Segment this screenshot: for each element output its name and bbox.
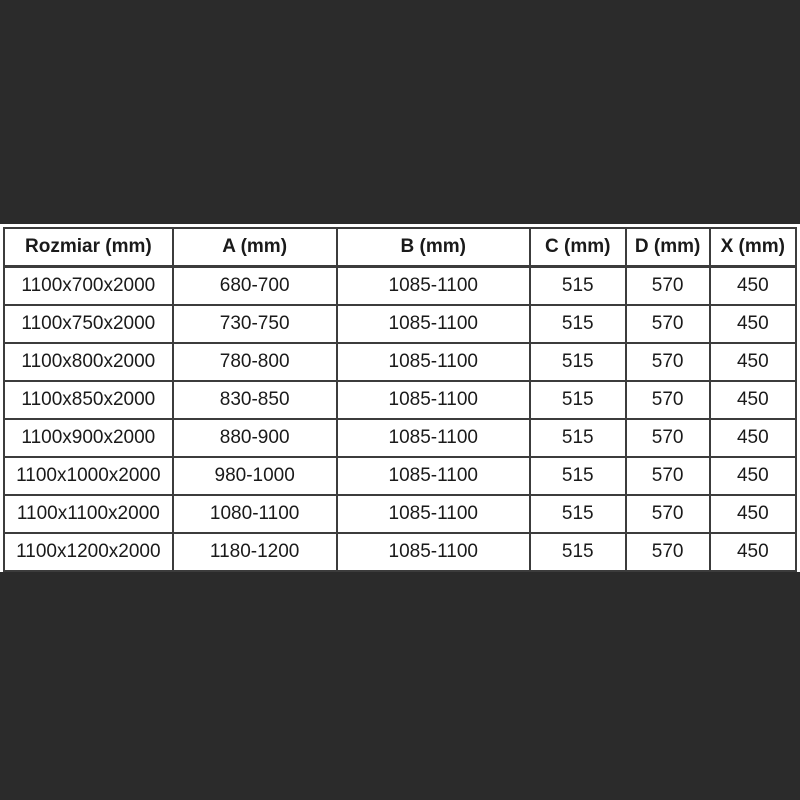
table-cell: 1085-1100 xyxy=(337,495,530,533)
table-cell: 515 xyxy=(530,343,626,381)
table-cell: 570 xyxy=(626,495,710,533)
header-row xyxy=(4,228,796,267)
table-cell: 450 xyxy=(710,457,796,495)
table-cell: 1085-1100 xyxy=(337,419,530,457)
column-header: Rozmiar (mm) xyxy=(4,228,173,267)
table-cell: 1085-1100 xyxy=(337,533,530,571)
table-row xyxy=(4,267,796,306)
table-cell: 1100x750x2000 xyxy=(4,305,173,343)
table-cell: 570 xyxy=(626,267,710,306)
table-cell: 450 xyxy=(710,267,796,306)
table-cell: 515 xyxy=(530,305,626,343)
column-header: B (mm) xyxy=(337,228,530,267)
table-row xyxy=(4,381,796,419)
table-cell: 1100x900x2000 xyxy=(4,419,173,457)
table-cell: 570 xyxy=(626,381,710,419)
table-cell: 1085-1100 xyxy=(337,343,530,381)
table-cell: 1085-1100 xyxy=(337,267,530,306)
table-cell: 780-800 xyxy=(173,343,337,381)
table-cell: 515 xyxy=(530,495,626,533)
column-header: A (mm) xyxy=(173,228,337,267)
table-row xyxy=(4,533,796,571)
table-row xyxy=(4,343,796,381)
table-cell: 1085-1100 xyxy=(337,305,530,343)
table-cell: 830-850 xyxy=(173,381,337,419)
table-cell: 1080-1100 xyxy=(173,495,337,533)
table-cell: 1100x1100x2000 xyxy=(4,495,173,533)
column-header: C (mm) xyxy=(530,228,626,267)
table-cell: 1100x1200x2000 xyxy=(4,533,173,571)
table-cell: 1180-1200 xyxy=(173,533,337,571)
table-cell: 730-750 xyxy=(173,305,337,343)
table-cell: 515 xyxy=(530,381,626,419)
table-body xyxy=(4,267,796,572)
table-cell: 680-700 xyxy=(173,267,337,306)
table-cell: 515 xyxy=(530,267,626,306)
table-cell: 570 xyxy=(626,419,710,457)
table-cell: 570 xyxy=(626,305,710,343)
column-header: D (mm) xyxy=(626,228,710,267)
table-cell: 880-900 xyxy=(173,419,337,457)
table-cell: 450 xyxy=(710,533,796,571)
table-cell: 980-1000 xyxy=(173,457,337,495)
size-spec-table xyxy=(3,227,797,572)
table-cell: 515 xyxy=(530,533,626,571)
table-row xyxy=(4,495,796,533)
table-cell: 1100x1000x2000 xyxy=(4,457,173,495)
table-cell: 450 xyxy=(710,305,796,343)
table-cell: 1100x700x2000 xyxy=(4,267,173,306)
table-cell: 450 xyxy=(710,381,796,419)
table-cell: 570 xyxy=(626,533,710,571)
table-cell: 1100x850x2000 xyxy=(4,381,173,419)
table-cell: 515 xyxy=(530,419,626,457)
table-cell: 1085-1100 xyxy=(337,381,530,419)
table-cell: 515 xyxy=(530,457,626,495)
table-cell: 1100x800x2000 xyxy=(4,343,173,381)
column-header: X (mm) xyxy=(710,228,796,267)
table-cell: 1085-1100 xyxy=(337,457,530,495)
table-panel xyxy=(0,224,800,572)
table-cell: 450 xyxy=(710,419,796,457)
table-row xyxy=(4,419,796,457)
table-row xyxy=(4,457,796,495)
table-row xyxy=(4,305,796,343)
table-cell: 450 xyxy=(710,343,796,381)
table-cell: 450 xyxy=(710,495,796,533)
table-header xyxy=(4,228,796,267)
table-cell: 570 xyxy=(626,343,710,381)
table-cell: 570 xyxy=(626,457,710,495)
